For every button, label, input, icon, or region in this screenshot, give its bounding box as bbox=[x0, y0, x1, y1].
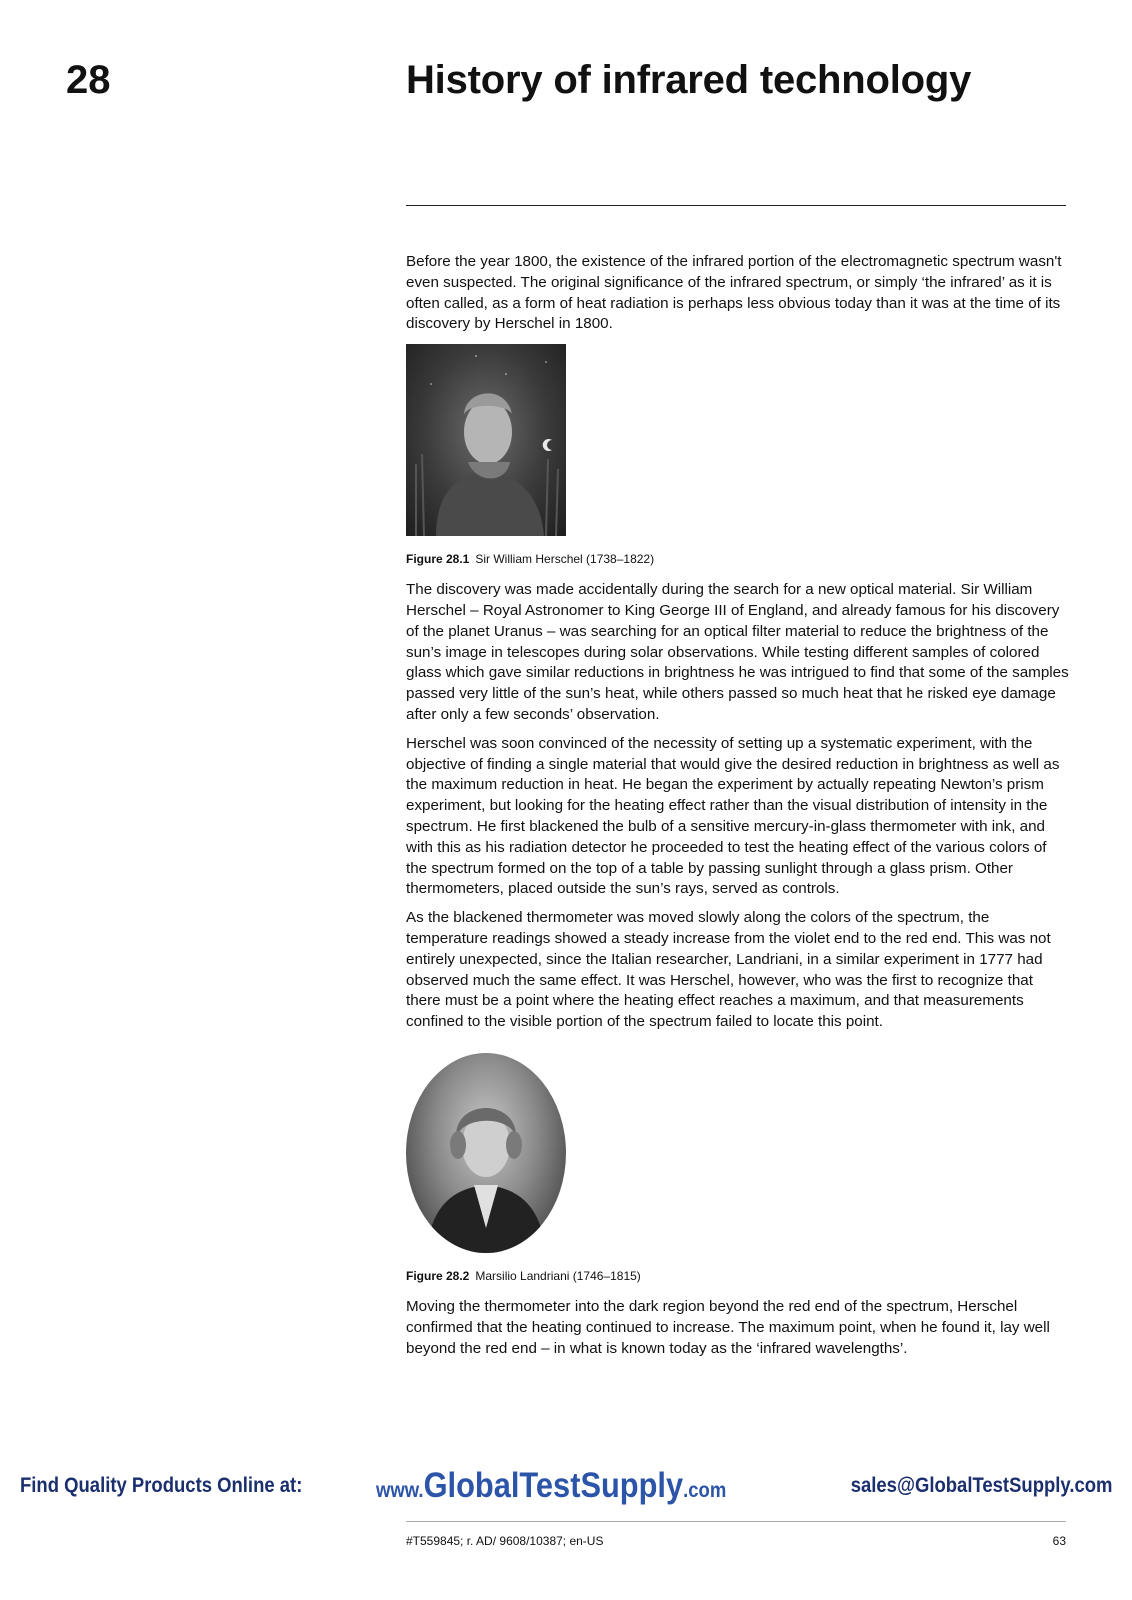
footer-banner bbox=[0, 1466, 1132, 1506]
page-number: 63 bbox=[1052, 1534, 1066, 1548]
paragraph-landriani: As the blackened thermometer was moved slowly along the colors of the spectrum, the temperature readings showed a steady increase from the violet end to the red end. This was not entirely unexpected, since the Italian researcher, Landriani, in a similar experiment in 1777 had observed much the same effect. It was Herschel, however, who was the first to recognize that there must be a point where the heating effect reaches a maximum, and that measurements confined to the visible portion of the spectrum failed to locate this point. bbox=[406, 909, 1051, 1031]
paragraph-infrared: Moving the thermometer into the dark region beyond the red end of the spectrum, Herschel confirmed that the heating continued to increase. The maximum point, when he found it, lay well beyond the red end – in what is known today as the ‘infrared wavelengths’. bbox=[406, 1297, 1050, 1357]
figure-caption-text: Marsilio Landriani (1746–1815) bbox=[475, 1268, 641, 1283]
chapter-number: 28 bbox=[66, 58, 111, 102]
body-column bbox=[406, 252, 1070, 1367]
landriani-portrait-image bbox=[406, 1053, 566, 1253]
landriani-portrait-illustration bbox=[406, 1053, 566, 1253]
footer-www: www. bbox=[376, 1479, 424, 1502]
paragraph-experiment: Herschel was soon convinced of the necessity of setting up a systematic experiment, with the objective of finding a single material that would give the desired reduction in brightness as well as the maximum reduction in heat. He began the experiment by actually repeating Newton’s prism experiment, but looking for the heating effect rather than the visual distribution of intensity in the spectrum. He first blackened the bulb of a sensitive mercury-in-glass thermometer with ink, and with this as his radiation detector he proceeded to test the heating effect of the various colors of the spectrum formed on the top of a table by passing sunlight through a glass prism. Other thermometers, placed outside the sun’s rays, served as controls. bbox=[406, 734, 1060, 898]
figure-label: Figure 28.2 bbox=[406, 1268, 470, 1283]
footer-com: .com bbox=[683, 1479, 727, 1502]
figure-caption-landriani bbox=[406, 1269, 1070, 1283]
herschel-portrait-image bbox=[406, 344, 566, 536]
figure-caption-herschel bbox=[406, 552, 1070, 566]
figure-label: Figure 28.1 bbox=[406, 552, 470, 567]
footer-divider bbox=[406, 1521, 1066, 1522]
paragraph-intro: Before the year 1800, the existence of the infrared portion of the electromagnetic spectrum wasn't even suspected. The original significance of the infrared spectrum, or simply ‘the infrared’ as it is often called, as a form of heat radiation is perhaps less obvious today than it was at the time of its discovery by Herschel in 1800. bbox=[406, 253, 1062, 333]
herschel-portrait-illustration bbox=[406, 344, 566, 536]
figure-herschel bbox=[406, 344, 1070, 566]
document-id: #T559845; r. AD/ 9608/10387; en-US bbox=[406, 1534, 604, 1548]
paragraph-discovery: The discovery was made accidentally during the search for a new optical material. Sir William Herschel – Royal Astronomer to King George III of England, and already famous for his discovery of the planet Uranus – was searching for an optical filter material to reduce the brightness of the sun’s image in telescopes during solar observations. While testing different samples of colored glass which gave similar reductions in brightness he was intrigued to find that some of the samples passed very little of the sun’s heat, while others passed so much heat that he risked eye damage after only a few seconds’ observation. bbox=[406, 581, 1069, 723]
footer-tagline: Find Quality Products Online at: bbox=[20, 1474, 303, 1497]
footer-email-link[interactable]: sales@GlobalTestSupply.com bbox=[850, 1474, 1112, 1497]
footer-website-link[interactable] bbox=[376, 1466, 726, 1506]
chapter-title: History of infrared technology bbox=[406, 58, 972, 102]
figure-landriani bbox=[406, 1053, 1070, 1283]
header-divider bbox=[406, 205, 1066, 206]
footer-site-name: GlobalTestSupply bbox=[423, 1466, 684, 1505]
figure-caption-text: Sir William Herschel (1738–1822) bbox=[475, 552, 655, 567]
